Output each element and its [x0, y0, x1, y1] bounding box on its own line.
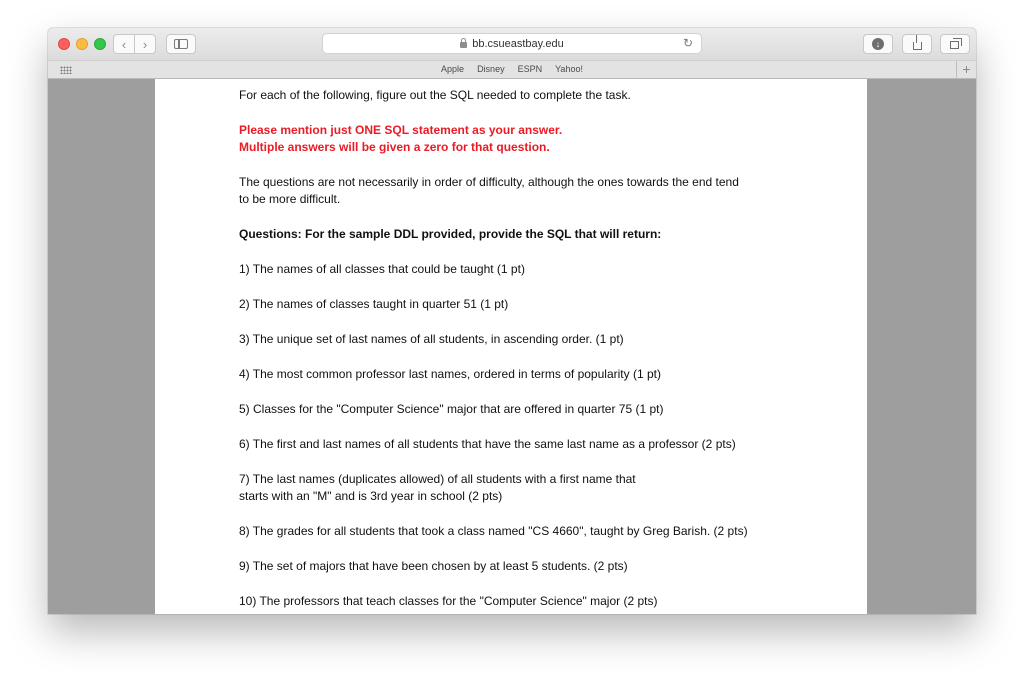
forward-button[interactable] — [134, 34, 156, 54]
chevron-left-icon: ‹ — [121, 36, 127, 52]
close-window-button[interactable] — [58, 38, 70, 50]
question-7-line-1: 7) The last names (duplicates allowed) of all students with a first name that — [239, 472, 636, 486]
share-button[interactable] — [902, 34, 932, 54]
warning-text-2: Multiple answers will be given a zero for that question. — [239, 140, 550, 154]
question-5: 5) Classes for the "Computer Science" major that are offered in quarter 75 (1 pt) — [239, 402, 664, 416]
favorites-bar — [48, 60, 976, 79]
lock-icon — [460, 42, 467, 48]
new-tab-button[interactable]: + — [956, 61, 976, 79]
note-text-2: to be more difficult. — [239, 192, 341, 206]
favorite-yahoo[interactable]: Yahoo! — [555, 64, 583, 74]
questions-heading: Questions: For the sample DDL provided, provide the SQL that will return: — [239, 227, 662, 241]
question-7-line-2: starts with an "M" and is 3rd year in school (2 pts) — [239, 489, 503, 503]
question-2: 2) The names of classes taught in quarter 51 (1 pt) — [239, 297, 509, 311]
question-4: 4) The most common professor last names, ordered in terms of popularity (1 pt) — [239, 367, 661, 381]
note-text-1: The questions are not necessarily in order of difficulty, although the ones towards the end tend — [239, 175, 739, 189]
question-1: 1) The names of all classes that could be taught (1 pt) — [239, 262, 525, 276]
question-6: 6) The first and last names of all students that have the same last name as a professor (2 pts) — [239, 437, 736, 451]
chevron-right-icon: › — [142, 36, 148, 52]
page-content — [155, 79, 867, 614]
question-3: 3) The unique set of last names of all students, in ascending order. (1 pt) — [239, 332, 624, 346]
browser-window — [48, 28, 976, 614]
back-button[interactable] — [113, 34, 135, 54]
tabs-icon — [950, 41, 959, 49]
favorite-disney[interactable]: Disney — [477, 64, 505, 74]
intro-text: For each of the following, figure out the SQL needed to complete the task. — [239, 88, 631, 102]
favorite-espn[interactable]: ESPN — [517, 64, 543, 74]
downloads-button[interactable] — [863, 34, 893, 54]
zoom-window-button[interactable] — [94, 38, 106, 50]
download-icon: ↓ — [872, 38, 884, 50]
sidebar-toggle-button[interactable] — [166, 34, 196, 54]
document-body — [239, 87, 799, 610]
share-icon — [913, 42, 922, 50]
question-9: 9) The set of majors that have been chosen by at least 5 students. (2 pts) — [239, 559, 628, 573]
question-10: 10) The professors that teach classes for the "Computer Science" major (2 pts) — [239, 594, 658, 608]
warning-text-1: Please mention just ONE SQL statement as your answer. — [239, 123, 563, 137]
sidebar-icon — [174, 39, 188, 49]
favorites-list — [48, 64, 976, 74]
address-bar[interactable] — [322, 33, 702, 54]
url-text: bb.csueastbay.edu — [472, 37, 564, 50]
reload-icon[interactable]: ↻ — [682, 36, 693, 50]
browser-toolbar — [48, 28, 976, 60]
show-tabs-button[interactable] — [940, 34, 970, 54]
question-8: 8) The grades for all students that took a class named "CS 4660", taught by Greg Barish. (2 pts) — [239, 524, 748, 538]
minimize-window-button[interactable] — [76, 38, 88, 50]
favorite-apple[interactable]: Apple — [441, 64, 465, 74]
